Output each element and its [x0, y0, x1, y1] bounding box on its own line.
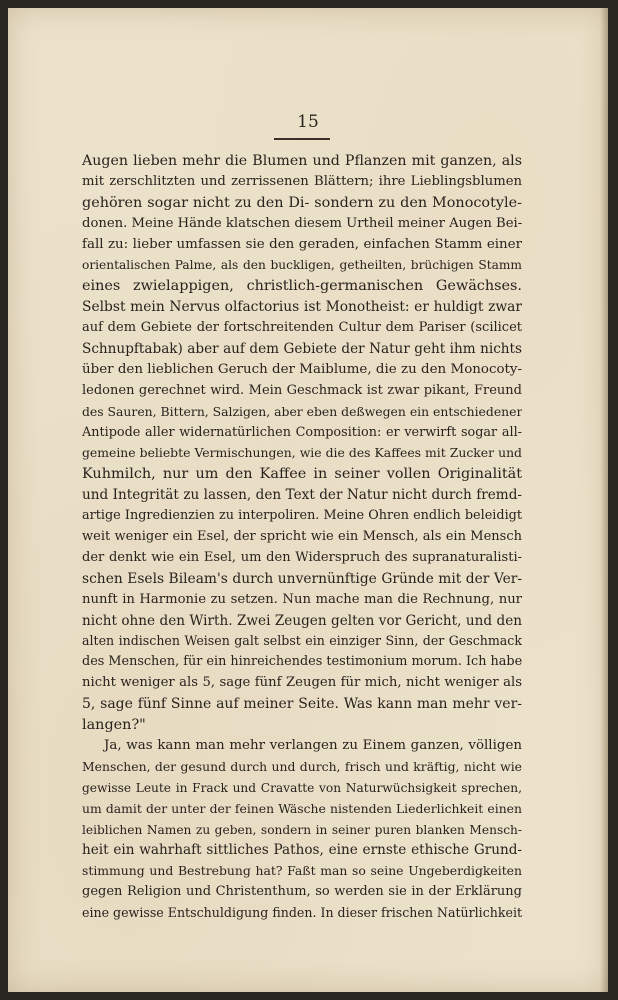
text-line: des Sauren, Bittern, Salzigen, aber eben deßwegen ein entschiedener — [82, 403, 522, 419]
text-line: eines zwielappigen, christlich-germanischen Gewächses. — [82, 278, 522, 295]
page-number: 15 — [297, 112, 319, 132]
text-line: weit weniger ein Esel, der spricht wie ein Mensch, als ein Mensch — [82, 529, 522, 545]
text-line: mit zerschlitzten und zerrissenen Blättern; ihre Lieblingsblumen — [82, 173, 522, 189]
text-line: fall zu: lieber umfassen sie den geraden, einfachen Stamm einer — [82, 236, 522, 252]
text-line: 5, sage fünf Sinne auf meiner Seite. Was kann man mehr ver- — [82, 696, 522, 713]
text-line: des Menschen, für ein hinreichendes testimonium morum. Ich habe — [82, 654, 522, 670]
text-line: schen Esels Bileam's durch unvernünftige Gründe mit der Ver- — [82, 570, 522, 587]
text-line: nicht ohne den Wirth. Zwei Zeugen gelten vor Gericht, und den — [82, 612, 522, 629]
text-line: Schnupftabak) aber auf dem Gebiete der Natur geht ihm nichts — [82, 341, 522, 358]
text-line: der denkt wie ein Esel, um den Widerspruch des supranaturalisti- — [82, 549, 522, 565]
text-line: donen. Meine Hände klatschen diesem Urtheil meiner Augen Bei- — [82, 215, 522, 231]
text-line: Augen lieben mehr die Blumen und Pflanzen mit ganzen, als — [82, 153, 522, 169]
text-line: und Integrität zu lassen, den Text der Natur nicht durch fremd- — [82, 487, 522, 504]
text-line: Selbst mein Nervus olfactorius ist Monotheist: er huldigt zwar — [82, 299, 522, 316]
text-line: auf dem Gebiete der fortschreitenden Cultur dem Pariser (scilicet — [82, 320, 522, 336]
body-text — [82, 151, 522, 924]
text-line: um damit der unter der feinen Wäsche nistenden Liederlichkeit einen — [82, 800, 522, 816]
text-line: ledonen gerechnet wird. Mein Geschmack ist zwar pikant, Freund — [82, 382, 522, 398]
text-line: alten indischen Weisen galt selbst ein einziger Sinn, der Geschmack — [82, 633, 522, 649]
text-line: Ja, was kann man mehr verlangen zu Einem ganzen, völligen — [104, 737, 522, 753]
text-line: nicht weniger als 5, sage fünf Zeugen für mich, nicht weniger als — [82, 675, 522, 691]
text-line: artige Ingredienzien zu interpoliren. Meine Ohren endlich beleidigt — [82, 508, 522, 524]
text-line: gehören sogar nicht zu den Di- sondern zu den Monocotyle- — [82, 194, 522, 211]
text-line: Antipode aller widernatürlichen Composition: er verwirft sogar all- — [82, 424, 522, 440]
text-line: über den lieblichen Geruch der Maiblume, die zu den Monocoty- — [82, 361, 522, 377]
text-line: leiblichen Namen zu geben, sondern in seiner puren blanken Mensch- — [82, 822, 522, 837]
page-edge-shadow — [600, 8, 608, 992]
page-number-rule — [274, 138, 330, 140]
text-line: gemeine beliebte Vermischungen, wie die des Kaffees mit Zucker und — [82, 445, 522, 461]
text-line: orientalischen Palme, als den buckligen, getheilten, brüchigen Stamm — [82, 258, 522, 273]
text-line: gewisse Leute in Frack und Cravatte von Naturwüchsigkeit sprechen, — [82, 780, 522, 795]
book-page — [8, 8, 608, 992]
text-line: langen?" — [82, 717, 146, 734]
text-line: gegen Religion und Christenthum, so werden sie in der Erklärung — [82, 884, 522, 900]
text-line: Menschen, der gesund durch und durch, frisch und kräftig, nicht wie — [82, 758, 522, 774]
text-line: Kuhmilch, nur um den Kaffee in seiner vollen Originalität — [82, 466, 522, 483]
text-line: eine gewisse Entschuldigung finden. In dieser frischen Natürlichkeit — [82, 905, 522, 921]
text-line: heit ein wahrhaft sittliches Pathos, eine ernste ethische Grund- — [82, 842, 522, 859]
text-line: nunft in Harmonie zu setzen. Nun mache man die Rechnung, nur — [82, 591, 522, 607]
text-line: stimmung und Bestrebung hat? Faßt man so seine Ungeberdigkeiten — [82, 863, 522, 879]
